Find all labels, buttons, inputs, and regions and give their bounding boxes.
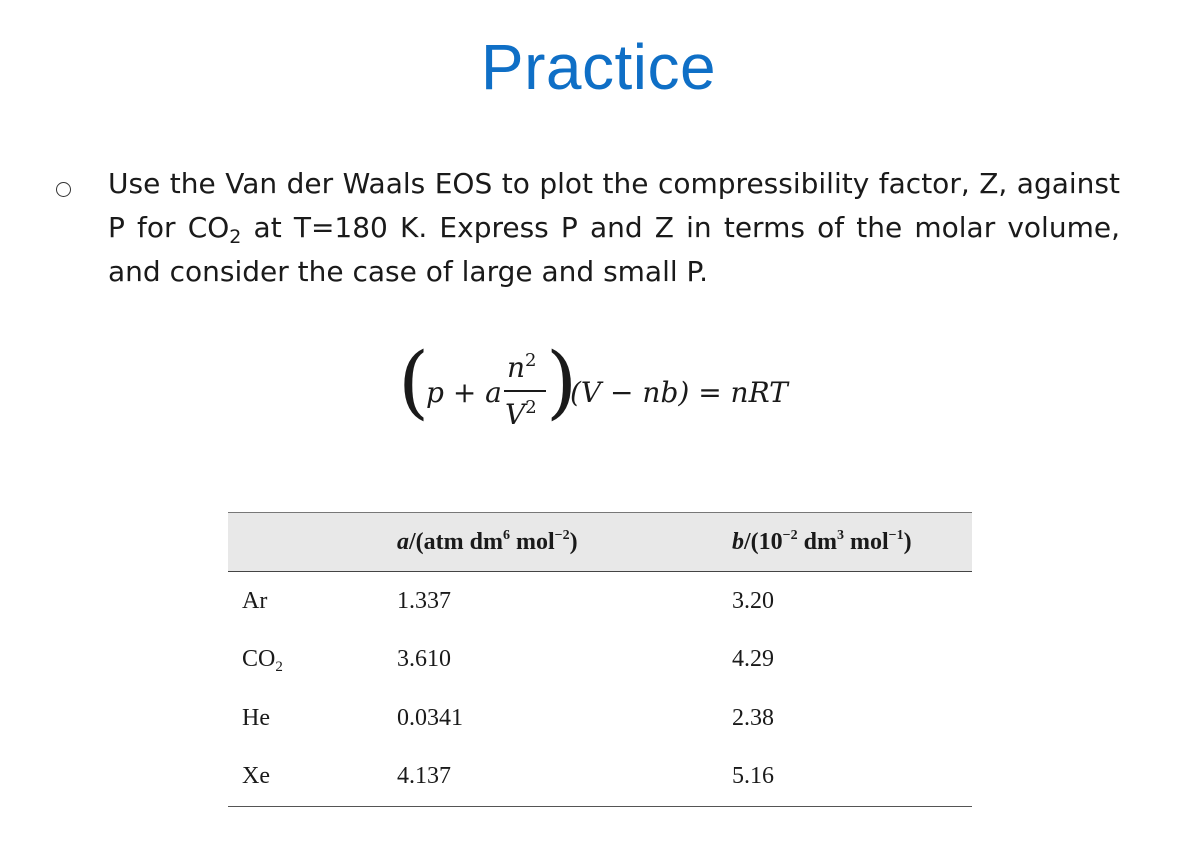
table-header-row (228, 513, 972, 572)
header-a: a/(atm $dm^6$ mol$^{-2}$) (397, 513, 732, 572)
bullet-subscript: 2 (229, 226, 242, 248)
cell-gas: Ar (242, 587, 268, 614)
cell-b: 4.29 (732, 646, 774, 673)
cell-a: 0.0341 (397, 704, 463, 731)
header-gas (228, 513, 397, 572)
equation-p-plus-a: p + a (426, 376, 502, 409)
cell-a: 3.610 (397, 646, 451, 673)
cell-b: 3.20 (732, 587, 774, 614)
table-row (228, 572, 972, 631)
cell-gas: He (242, 704, 270, 731)
cell-b: 2.38 (732, 704, 774, 731)
bullet-text-part1: Use the Van der Waals EOS to plot the compressibility factor, Z, against P for CO (108, 167, 1120, 244)
table-row (228, 689, 972, 748)
van-der-waals-constants-table (228, 512, 972, 807)
table-row (228, 631, 972, 690)
bullet-text-part2: at T=180 K. Express P and Z in terms of the molar volume, and consider the case of large and small P. (108, 211, 1120, 288)
cell-b: 5.16 (732, 748, 972, 807)
cell-a: 1.337 (397, 587, 451, 614)
bullet-text (108, 162, 1120, 294)
equation-denominator: $V^2$ (505, 397, 537, 431)
header-b: $b/(10^{-2}$ $dm^3$ mol$^{-1}$) (732, 513, 972, 572)
equation-numerator: $n^2$ (507, 350, 537, 384)
slide-title: Practice (480, 31, 717, 103)
cell-gas: Xe (228, 748, 397, 807)
table-row (228, 748, 972, 807)
equation-fraction-bar (504, 390, 546, 392)
cell-a: 4.137 (397, 748, 732, 807)
cell-gas: $CO_2$ (242, 646, 283, 676)
equation-left-paren: ( (398, 335, 430, 428)
equation-rest: (V − nb) = nRT (570, 376, 788, 409)
van-der-waals-equation (398, 335, 818, 440)
equation-right-paren: ) (546, 335, 578, 428)
hollow-circle-bullet-icon (56, 182, 71, 197)
